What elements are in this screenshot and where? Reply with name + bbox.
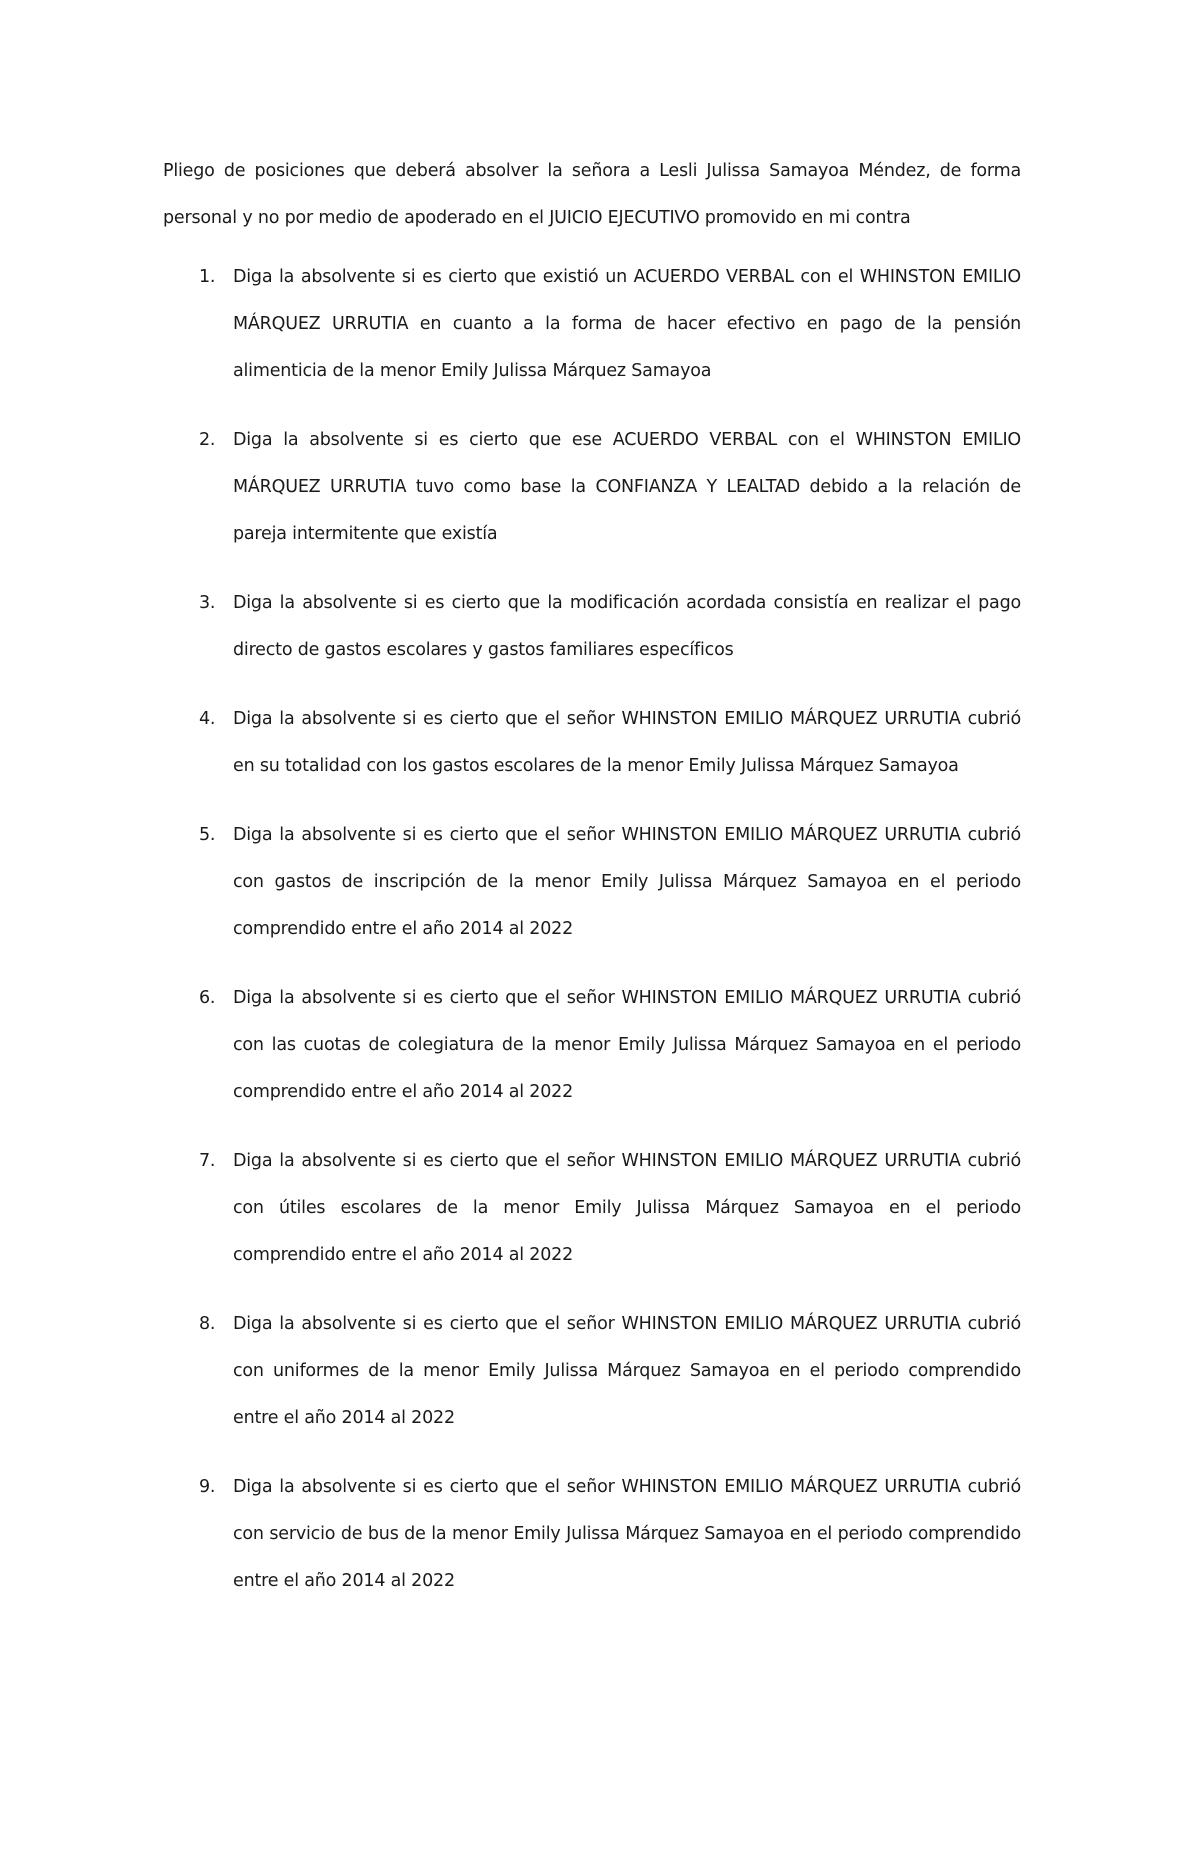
question-text: Diga la absolvente si es cierto que existió un ACUERDO VERBAL con el WHINSTON EMILIO MÁRQUEZ URRUTIA en cuanto a la forma de hacer efectivo en pago de la pensión alimenticia de la menor Emily Julissa Márquez Samayoa	[233, 267, 1021, 381]
question-text: Diga la absolvente si es cierto que el señor WHINSTON EMILIO MÁRQUEZ URRUTIA cubrió con uniformes de la menor Emily Julissa Márquez Samayoa en el periodo comprendido entre el año 2014 al 2022	[233, 1314, 1021, 1428]
intro-paragraph: Pliego de posiciones que deberá absolver la señora a Lesli Julissa Samayoa Méndez, de forma personal y no por medio de apoderado en el JUICIO EJECUTIVO promovido en mi contra	[163, 161, 1021, 228]
question-text: Diga la absolvente si es cierto que el señor WHINSTON EMILIO MÁRQUEZ URRUTIA cubrió con las cuotas de colegiatura de la menor Emily Julissa Márquez Samayoa en el periodo comprendido entre el año 2014 al 2022	[233, 988, 1021, 1102]
question-item-7	[163, 1138, 1021, 1279]
question-number: 9.	[199, 1477, 216, 1497]
question-item-3	[163, 580, 1021, 674]
question-number: 3.	[199, 593, 216, 613]
question-text: Diga la absolvente si es cierto que ese ACUERDO VERBAL con el WHINSTON EMILIO MÁRQUEZ URRUTIA tuvo como base la CONFIANZA Y LEALTAD debido a la relación de pareja intermitente que existía	[233, 430, 1021, 544]
question-text: Diga la absolvente si es cierto que la modificación acordada consistía en realizar el pago directo de gastos escolares y gastos familiares específicos	[233, 593, 1021, 660]
question-number: 1.	[199, 267, 216, 287]
question-item-2	[163, 417, 1021, 558]
question-number: 8.	[199, 1314, 216, 1334]
question-number: 5.	[199, 825, 216, 845]
question-number: 7.	[199, 1151, 216, 1171]
question-number: 6.	[199, 988, 216, 1008]
question-text: Diga la absolvente si es cierto que el señor WHINSTON EMILIO MÁRQUEZ URRUTIA cubrió con gastos de inscripción de la menor Emily Julissa Márquez Samayoa en el periodo comprendido entre el año 2014 al 2022	[233, 825, 1021, 939]
questions-list	[163, 254, 1021, 1605]
question-text: Diga la absolvente si es cierto que el señor WHINSTON EMILIO MÁRQUEZ URRUTIA cubrió con servicio de bus de la menor Emily Julissa Márquez Samayoa en el periodo comprendido entre el año 2014 al 2022	[233, 1477, 1021, 1591]
question-text: Diga la absolvente si es cierto que el señor WHINSTON EMILIO MÁRQUEZ URRUTIA cubrió con útiles escolares de la menor Emily Julissa Márquez Samayoa en el periodo comprendido entre el año 2014 al 2022	[233, 1151, 1021, 1265]
document-body	[163, 148, 1021, 1627]
question-item-4	[163, 696, 1021, 790]
question-item-5	[163, 812, 1021, 953]
question-item-1	[163, 254, 1021, 395]
question-number: 2.	[199, 430, 216, 450]
question-text: Diga la absolvente si es cierto que el señor WHINSTON EMILIO MÁRQUEZ URRUTIA cubrió en su totalidad con los gastos escolares de la menor Emily Julissa Márquez Samayoa	[233, 709, 1021, 776]
question-number: 4.	[199, 709, 216, 729]
question-item-8	[163, 1301, 1021, 1442]
question-item-6	[163, 975, 1021, 1116]
question-item-9	[163, 1464, 1021, 1605]
